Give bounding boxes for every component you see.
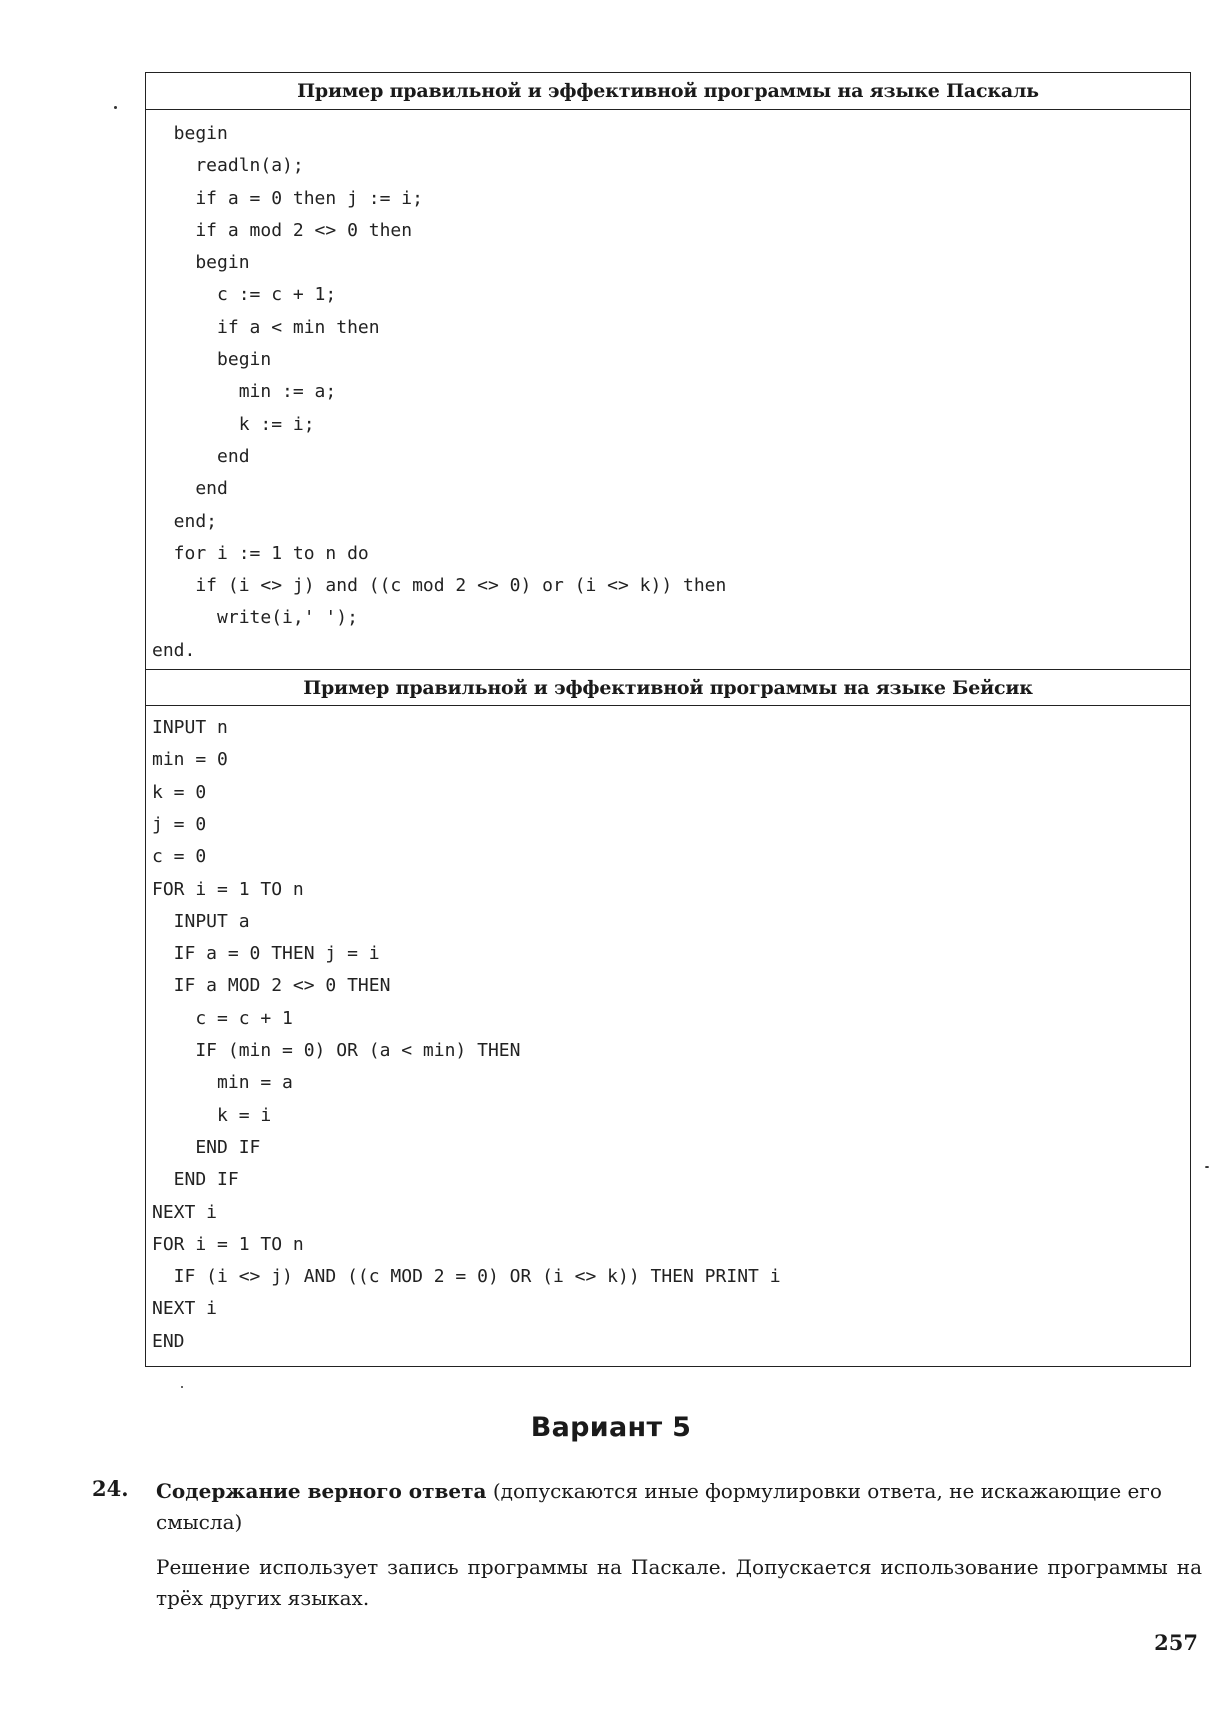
basic-code-line: IF (i <> j) AND ((c MOD 2 = 0) OR (i <> k)) THEN PRINT i	[152, 1266, 781, 1288]
basic-code-line: END IF	[152, 1169, 239, 1191]
pascal-code-line: begin	[152, 123, 228, 144]
page-number: 257	[1154, 1630, 1198, 1655]
basic-code-line: IF (min = 0) OR (a < min) THEN	[152, 1040, 521, 1062]
answer-heading	[156, 1476, 1202, 1538]
pascal-code-line: for i := 1 to n do	[152, 542, 369, 564]
basic-code-line: c = c + 1	[152, 1007, 293, 1029]
basic-code-line: FOR i = 1 TO n	[152, 878, 304, 900]
pascal-section-title: Пример правильной и эффективной программы на языке Паскаль	[146, 73, 1190, 110]
scan-speck	[114, 106, 117, 109]
basic-code-block	[146, 706, 1190, 1366]
basic-code-line: k = 0	[152, 781, 207, 803]
variant-title: Вариант 5	[530, 1412, 692, 1443]
pascal-code-line: begin	[152, 252, 250, 274]
answer-heading-bold: Содержание верного ответа	[156, 1479, 487, 1503]
basic-code-line: min = a	[152, 1072, 293, 1094]
pascal-code-line: write(i,' ');	[152, 607, 358, 629]
basic-code-line: FOR i = 1 TO n	[152, 1233, 304, 1255]
basic-code-line: END IF	[152, 1136, 261, 1158]
basic-code-line: IF a = 0 THEN j = i	[152, 943, 380, 965]
code-examples-table	[145, 72, 1191, 1367]
answer-body: Решение использует запись программы на Паскале. Допускается использование программы на трёх других языках.	[156, 1555, 1202, 1610]
basic-section-title: Пример правильной и эффективной программы на языке Бейсик	[146, 669, 1190, 706]
basic-code-line: c = 0	[152, 846, 207, 868]
basic-code-line: min = 0	[152, 749, 228, 771]
pascal-code-line: begin	[152, 349, 272, 371]
pascal-code-line: if a = 0 then j := i;	[152, 187, 423, 209]
basic-code-line: END	[152, 1330, 185, 1352]
basic-code-line: k = i	[152, 1104, 272, 1126]
scan-speck	[181, 1386, 183, 1388]
pascal-code-line: readln(a);	[152, 155, 304, 177]
scan-speck	[1205, 1166, 1209, 1168]
basic-code-line: j = 0	[152, 813, 207, 835]
pascal-code-line: if (i <> j) and ((c mod 2 <> 0) or (i <> k)) then	[152, 575, 727, 597]
basic-code-line: NEXT i	[152, 1298, 218, 1320]
pascal-code-line: end	[152, 445, 250, 467]
pascal-code-line: c := c + 1;	[152, 284, 337, 306]
pascal-code-line: k := i;	[152, 413, 315, 435]
pascal-code-line: if a < min then	[152, 316, 380, 338]
pascal-code-line: end;	[152, 510, 218, 532]
item-number: 24.	[92, 1476, 129, 1501]
pascal-code-line: end	[152, 478, 228, 500]
basic-code-line: NEXT i	[152, 1201, 218, 1223]
basic-code-line: INPUT n	[152, 717, 228, 739]
pascal-code-line: if a mod 2 <> 0 then	[152, 219, 413, 241]
pascal-code-line: end.	[152, 639, 196, 661]
answer-heading-note: (допускаются иные формулировки ответа, не искажающие его смысла)	[156, 1479, 1162, 1534]
basic-code-line: IF a MOD 2 <> 0 THEN	[152, 975, 391, 997]
pascal-code-line: min := a;	[152, 381, 337, 403]
pascal-code-block	[146, 110, 1190, 669]
basic-code-line: INPUT a	[152, 910, 250, 932]
